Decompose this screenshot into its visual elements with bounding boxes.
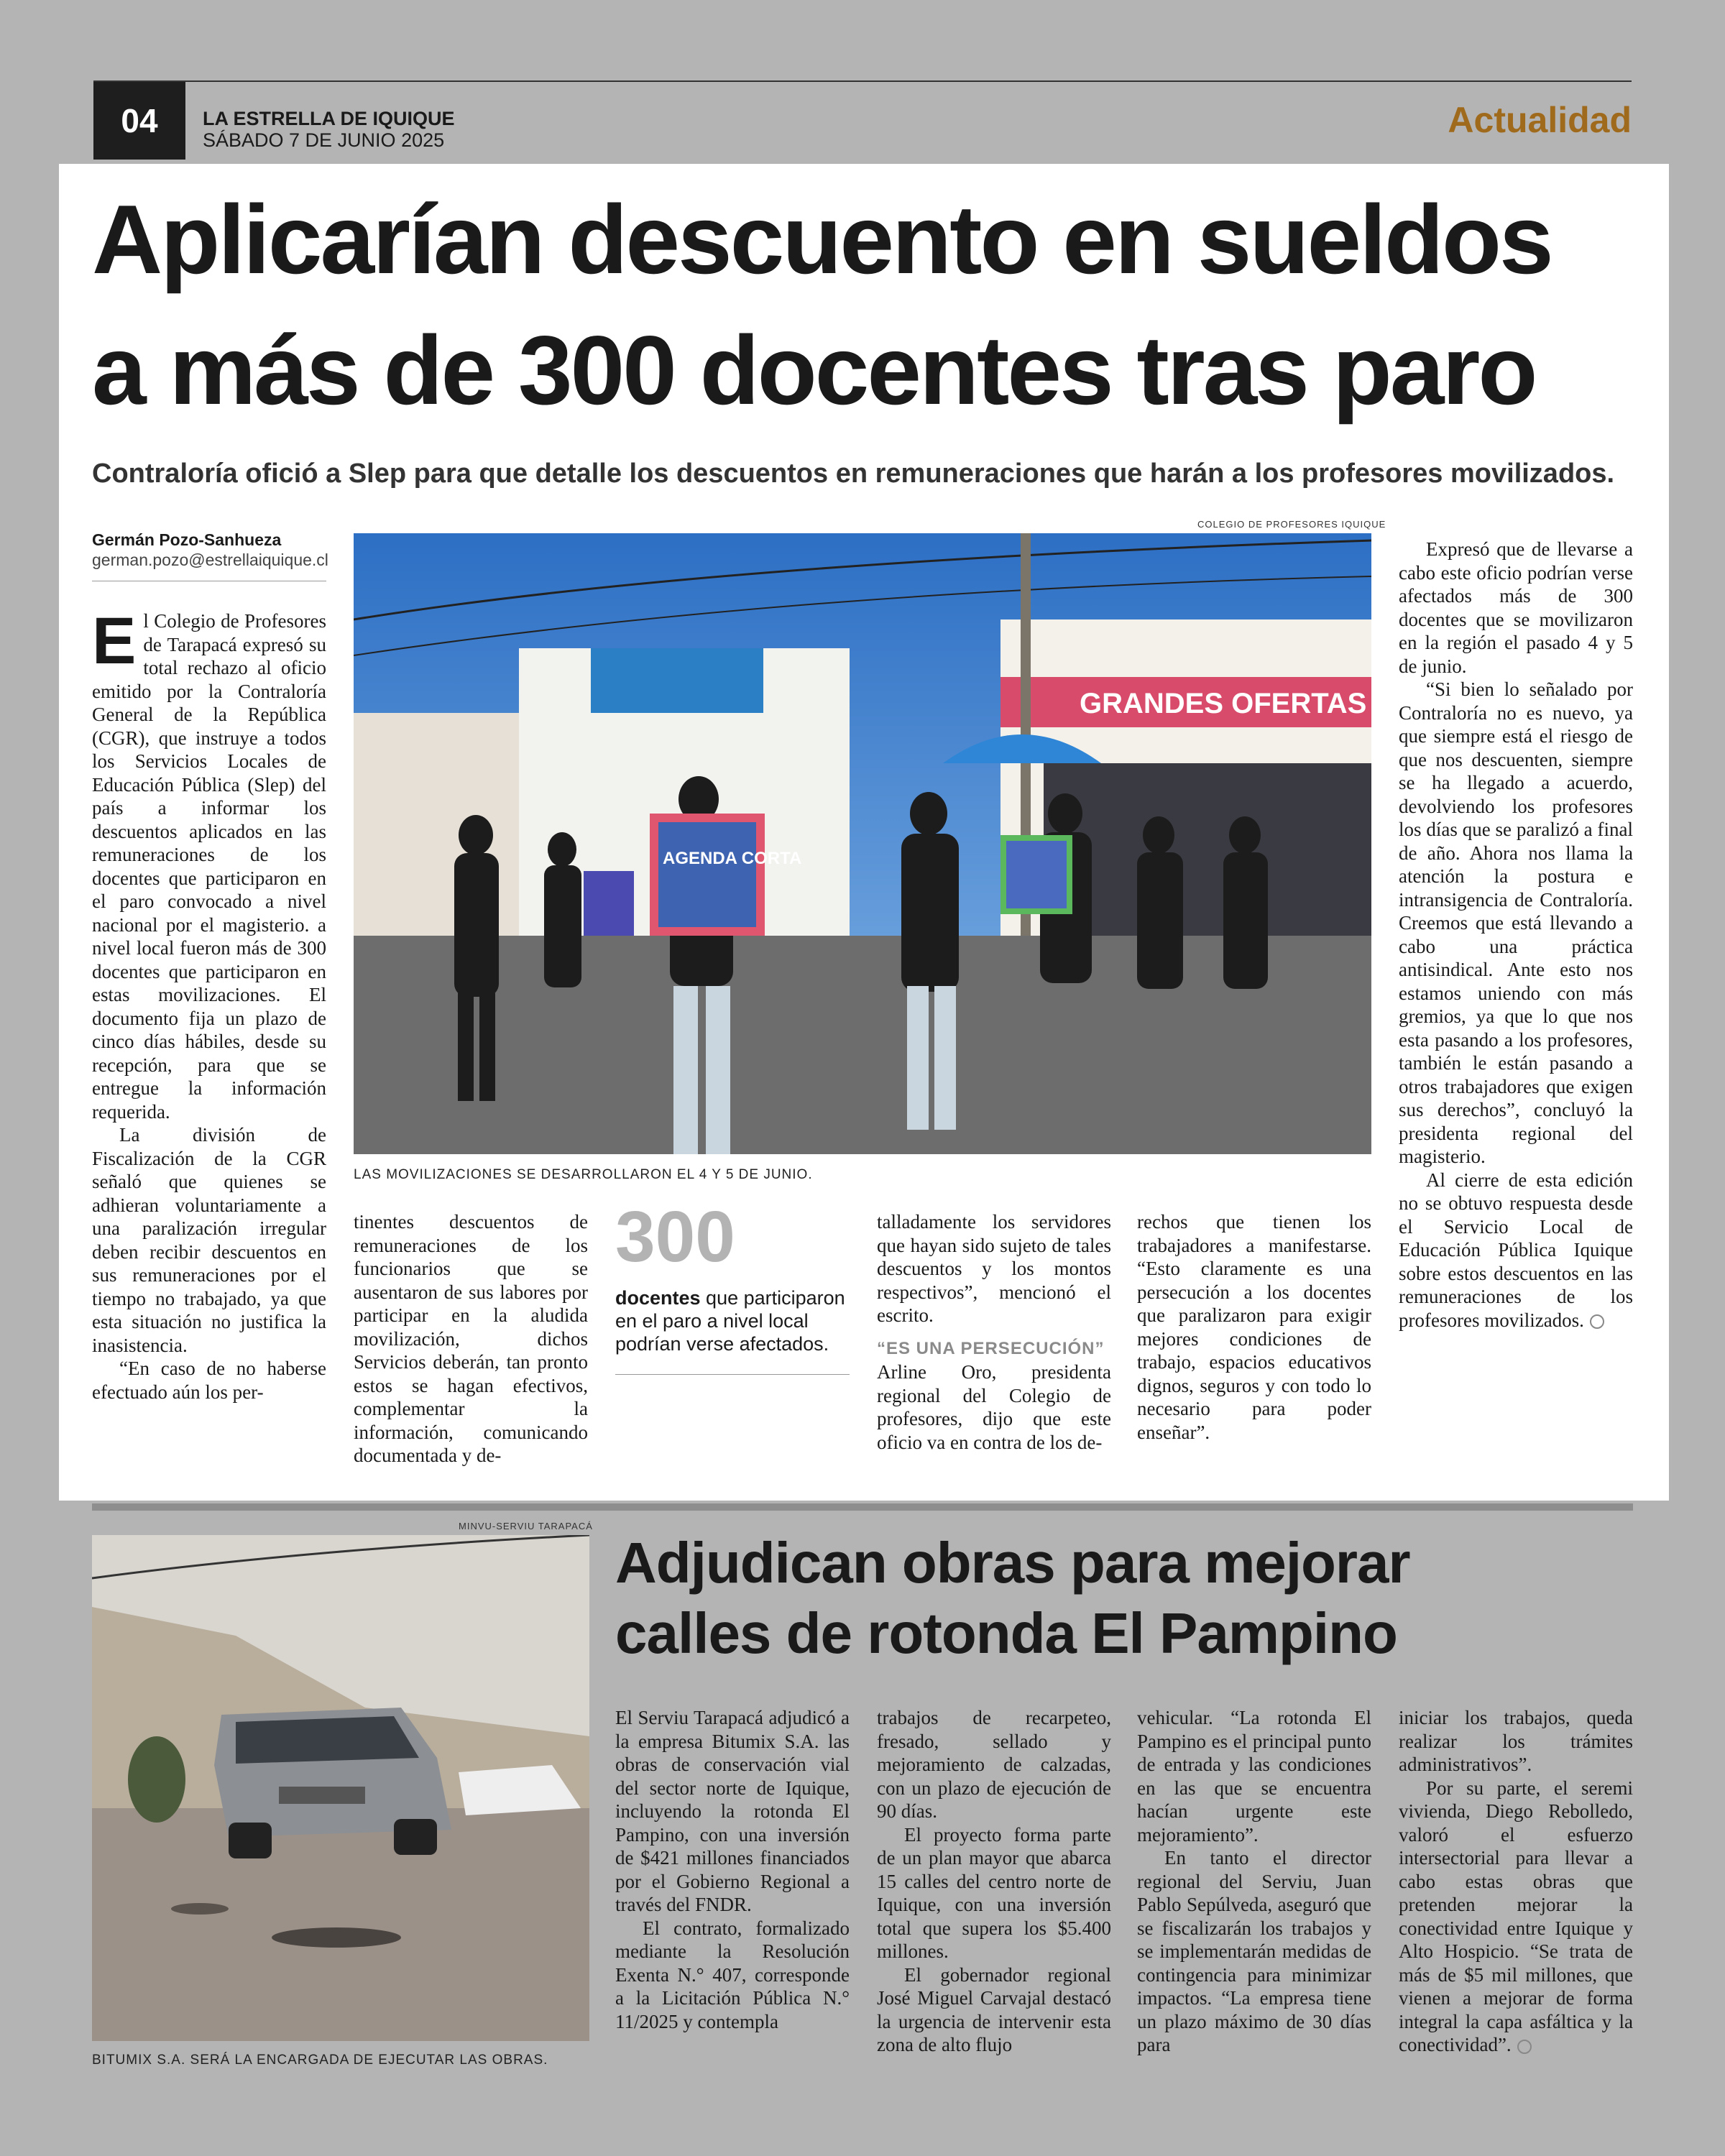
photo-credit: COLEGIO DE PROFESORES IQUIQUE — [1197, 519, 1386, 530]
article1-subheading: “ES UNA PERSECUCIÓN” — [877, 1338, 1105, 1358]
newspaper-name: LA ESTRELLA DE IQUIQUE — [203, 108, 455, 129]
article1-paragraph-6: Arline Oro, presidenta regional del Colegio de profesores, dijo que este oficio va en contra de los de- — [877, 1361, 1111, 1453]
photo2-credit: MINVU-SERVIU TARAPACÁ — [459, 1521, 593, 1531]
road-surface — [92, 1808, 589, 2041]
stat-text-rest: que participaron en el paro a nivel local podrían verse afectados. — [615, 1287, 845, 1355]
article2-paragraph-2: El contrato, formalizado mediante la Resolución Exenta N.° 407, corresponde a la Licitación Pública N.° 11/2025 y contempla — [615, 1917, 850, 2032]
issue-date: SÁBADO 7 DE JUNIO 2025 — [203, 129, 445, 151]
article2-paragraph-6: vehicular. “La rotonda El Pampino es el principal punto de entrada y las condiciones en las que se encuentra hacían urgente este mejoramiento”. — [1137, 1707, 1371, 1846]
end-mark-icon — [1590, 1314, 1604, 1329]
article2-paragraph-3: trabajos de recarpeteo, fresado, sellado y mejoramiento de calzadas, con un plazo de ejecución de 90 días. — [877, 1707, 1111, 1822]
section-label: Actualidad — [1448, 100, 1632, 140]
end-mark-icon-2 — [1517, 2040, 1532, 2054]
svg-text:GRANDES OFERTAS: GRANDES OFERTAS — [1080, 688, 1367, 719]
road-photo-svg — [92, 1535, 589, 2041]
photo-caption: LAS MOVILIZACIONES SE DESARROLLARON EL 4 Y 5 DE JUNIO. — [354, 1167, 813, 1182]
article1-paragraph-3: “En caso de no haberse efectuado aún los per- — [92, 1358, 326, 1403]
article1-paragraph-9: “Si bien lo señalado por Contraloría no es nuevo, ya que siempre está el riesgo de que nos descuenten, siempre se ha llegado a acuerdo, devolviendo los profesores los días que se paralizó a final de año. Ahora nos llama la atención la postura e intransigencia de Contraloría. Creemos que está llevando a cabo una práctica antisindical. Ante esto nos estamos uniendo con más gremios, ya que lo que nos esta pasando a los profesores, también le están pasando a otros trabajadores que exigen sus derechos”, concluyó la presidenta regional del magisterio. — [1399, 678, 1633, 1167]
article2-paragraph-7: En tanto el director regional del Serviu, Juan Pablo Sepúlveda, aseguró que se fiscalizarán los trabajos y se implementarán medidas de contingencia para minimizar impactos. “La empresa tiene un plazo máximo de 30 días para — [1137, 1847, 1371, 2055]
headline2-line-1: Adjudican obras para mejorar — [615, 1531, 1410, 1595]
article1-paragraph-8: Expresó que de llevarse a cabo este oficio podrían verse afectados más de 300 docentes que se movilizaron en la región el pasado 4 y 5 de junio. — [1399, 538, 1633, 677]
page-number: 04 — [121, 102, 158, 139]
article2-column-2 — [877, 1706, 1111, 2057]
stat-text — [615, 1286, 850, 1355]
article1-paragraph-1: l Colegio de Profesores de Tarapacá expresó su total rechazo al oficio emitido por la Contraloría General de la República (CGR), que instruye a todos los Servicios Locales de Educación Pública (Slep) del país a informar los descuentos aplicados en las remuneraciones de los docentes que participaron en el paro convocado a nivel nacional por el magisterio. a nivel local fueron más de 300 docentes que participaron en estas movilizaciones. El documento fija un plazo de cinco días hábiles, desde su recepción, para que se entregue la información requerida. — [92, 610, 326, 1123]
article2-paragraph-8: iniciar los trabajos, queda realizar los trámites administrativos”. — [1399, 1707, 1633, 1775]
article2-paragraph-9-text: Por su parte, el seremi vivienda, Diego Rebolledo, valoró el esfuerzo intersectorial para llevar a cabo estas obras que pretenden mejorar la conectividad entre Iquique y Alto Hospicio. “Se trata de más de $5 mil millones, que vienen a mejorar de forma integral la capa asfáltica y la conectividad”. — [1399, 1777, 1633, 2055]
article2-paragraph-1: El Serviu Tarapacá adjudicó a la empresa Bitumix S.A. las obras de conservación vial del sector norte de Iquique, incluyendo la rotonda El Pampino, con una inversión de $421 millones financiados por el Gobierno Regional a través del FNDR. — [615, 1707, 850, 1915]
stat-rule — [615, 1374, 850, 1375]
article2-column-1 — [615, 1706, 850, 2033]
article1-paragraph-10-text: Al cierre de esta edición no se obtuvo respuesta desde el Servicio Local de Educación Pública Iquique sobre estos descuentos en las remuneraciones de los profesores movilizados. — [1399, 1169, 1633, 1331]
headline2-line-2: calles de rotonda El Pampino — [615, 1601, 1397, 1665]
article1-column-2 — [354, 1210, 588, 1468]
article1-paragraph-5: talladamente los servidores que hayan sido sujeto de tales descuentos y los montos respectivos”, mencionó el escrito. — [877, 1211, 1111, 1326]
subhead: Contraloría ofició a Slep para que detalle los descuentos en remuneraciones que harán a los profesores movilizados. — [92, 459, 1615, 489]
sign-text: AGENDA CORTA — [663, 849, 802, 868]
protest-photo — [354, 533, 1371, 1154]
headline-line-1: Aplicarían descuento en sueldos — [92, 185, 1552, 294]
header-rule — [93, 80, 1632, 82]
street — [354, 936, 1371, 1154]
road-photo — [92, 1535, 589, 2041]
article2-paragraph-4: El proyecto forma parte de un plan mayor que abarca 15 calles del centro norte de Iquique, con una inversión total que supera los $5.400 millones. — [877, 1823, 1111, 1962]
article1-paragraph-2: La división de Fiscalización de la CGR señaló que quienes se adhieran voluntariamente a una paralización irregular deben recibir descuentos en sus remuneraciones por el tiempo no trabajado, ya que esta situación no justifica la inasistencia. — [92, 1124, 326, 1356]
article2-paragraph-9 — [1399, 1777, 1633, 2057]
article1-paragraph-7: rechos que tienen los trabajadores a manifestarse. “Esto claramente es una persecución a los docentes que paralizaron para exigir mejores condiciones de trabajo, espacios educativos dignos, seguros y con todo lo necesario para poder enseñar”. — [1137, 1211, 1371, 1443]
page-number-box — [93, 82, 185, 160]
article1-column-3 — [877, 1210, 1111, 1454]
section-divider — [92, 1503, 1633, 1511]
article1-column-4 — [1137, 1210, 1371, 1444]
photo2-caption: BITUMIX S.A. SERÁ LA ENCARGADA DE EJECUTAR LAS OBRAS. — [92, 2053, 548, 2068]
article2-column-3 — [1137, 1706, 1371, 2057]
article1-paragraph-10 — [1399, 1169, 1633, 1332]
article1-paragraph-4: tinentes descuentos de remuneraciones de los funcionarios que se ausentaron de sus labores por participar en la aludida movilización, dichos Servicios deberán, tan pronto estos se hagan efectivos, complementar la información, comunicando documentada y de- — [354, 1211, 588, 1466]
author-name: Germán Pozo-Sanhueza — [92, 530, 282, 549]
article1-column-1 — [92, 604, 326, 1404]
stat-bold: docentes — [615, 1287, 701, 1309]
stat-box — [615, 1197, 850, 1375]
stat-number: 300 — [615, 1197, 735, 1277]
pothole — [272, 1927, 401, 1948]
article2-paragraph-5: El gobernador regional José Miguel Carvajal destacó la urgencia de intervenir esta zona de alto flujo — [877, 1963, 1111, 2055]
protest-photo-svg — [354, 533, 1371, 1154]
article1-column-5 — [1399, 538, 1633, 1332]
article2-column-4 — [1399, 1706, 1633, 2057]
headline-line-2: a más de 300 docentes tras paro — [92, 315, 1536, 425]
author-email: german.pozo@estrellaiquique.cl — [92, 550, 328, 569]
drop-cap: E — [92, 604, 137, 678]
